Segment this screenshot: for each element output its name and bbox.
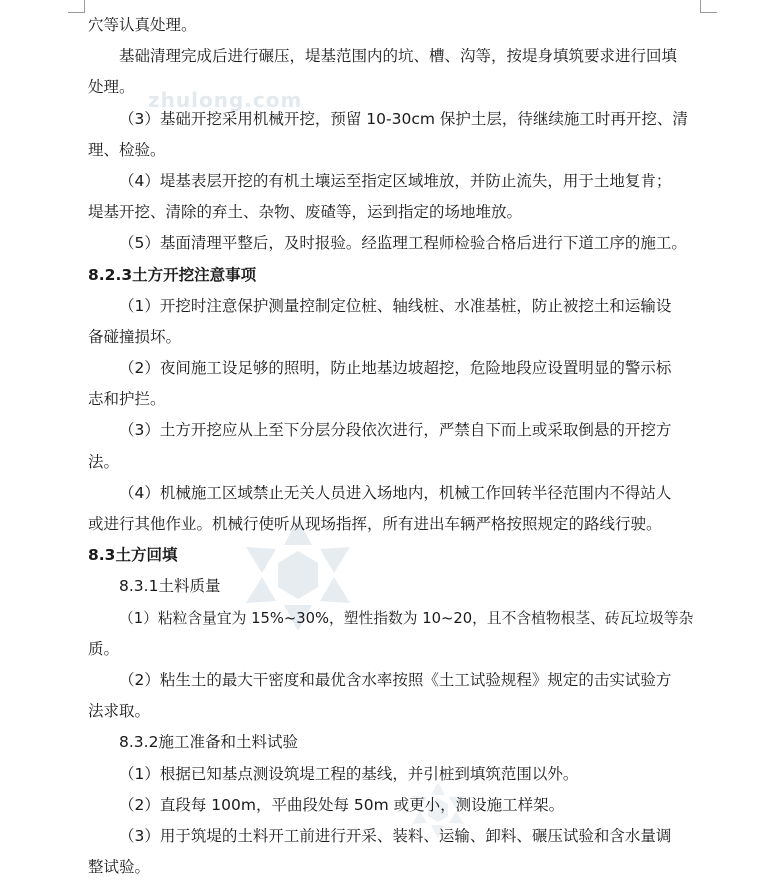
text-line: （2）夜间施工设足够的照明，防止地基边坡超挖，危险地段应设置明显的警示标 xyxy=(119,359,672,378)
subsection-heading: 8.3.2施工准备和土料试验 xyxy=(119,733,298,752)
text-line: （3）基础开挖采用机械开挖，预留 10-30cm 保护土层，待继续施工时再开挖、清 xyxy=(119,109,688,128)
text-line: （3）用于筑堤的土料开工前进行开采、装料、运输、卸料、碾压试验和含水量调 xyxy=(119,826,672,845)
subsection-heading: 8.3.1土料质量 xyxy=(119,577,221,596)
text-line: （2）直段每 100m，平曲段处每 50m 或更小，测设施工样架。 xyxy=(119,795,565,814)
text-line: 质。 xyxy=(88,639,120,658)
text-line: 备碰撞损坏。 xyxy=(88,327,182,346)
text-line: （2）粘生土的最大干密度和最优含水率按照《土工试验规程》规定的击实试验方 xyxy=(119,670,672,689)
crop-mark-top-right xyxy=(700,0,717,13)
text-line: （4）机械施工区域禁止无关人员进入场地内，机械工作回转半径范围内不得站人 xyxy=(119,483,672,502)
text-line: 或进行其他作业。机械行使听从现场指挥，所有进出车辆严格按照规定的路线行驶。 xyxy=(88,515,662,533)
section-heading: 8.3土方回填 xyxy=(88,546,178,565)
document-body xyxy=(88,10,700,883)
text-line: 基础清理完成后进行碾压，堤基范围内的坑、槽、沟等，按堤身填筑要求进行回填 xyxy=(119,47,678,66)
text-line: （4）堤基表层开挖的有机土壤运至指定区域堆放，并防止流失，用于土地复肯； xyxy=(119,171,672,190)
text-line: 整试验。 xyxy=(88,858,151,877)
text-line: （1）根据已知基点测设筑堤工程的基线，并引桩到填筑范围以外。 xyxy=(119,764,579,783)
text-line: 法。 xyxy=(88,452,120,471)
text-line: 志和护拦。 xyxy=(88,390,166,409)
section-heading: 8.2.3土方开挖注意事项 xyxy=(88,265,257,284)
text-line: 理、检验。 xyxy=(88,140,166,159)
text-line: （5）基面清理平整后，及时报验。经监理工程师检验合格后进行下道工序的施工。 xyxy=(119,234,687,253)
text-line: 处理。 xyxy=(88,78,135,97)
text-line: 堤基开挖、清除的弃土、杂物、废碴等，运到指定的场地堆放。 xyxy=(88,203,523,222)
text-line: 穴等认真处理。 xyxy=(88,16,197,34)
watermark-text: zhulong.com xyxy=(148,88,303,112)
text-line: 法求取。 xyxy=(88,702,151,721)
text-line: （1）粘粒含量宜为 15%~30%，塑性指数为 10~20，且不含植物根茎、砖瓦垃圾等杂 xyxy=(119,609,694,627)
text-line: （3）土方开挖应从上至下分层分段依次进行，严禁自下而上或采取倒悬的开挖方 xyxy=(119,421,672,440)
text-line: （1）开挖时注意保护测量控制定位桩、轴线桩、水准基桩，防止被挖土和运输设 xyxy=(119,296,672,315)
crop-mark-top-left xyxy=(68,0,85,13)
